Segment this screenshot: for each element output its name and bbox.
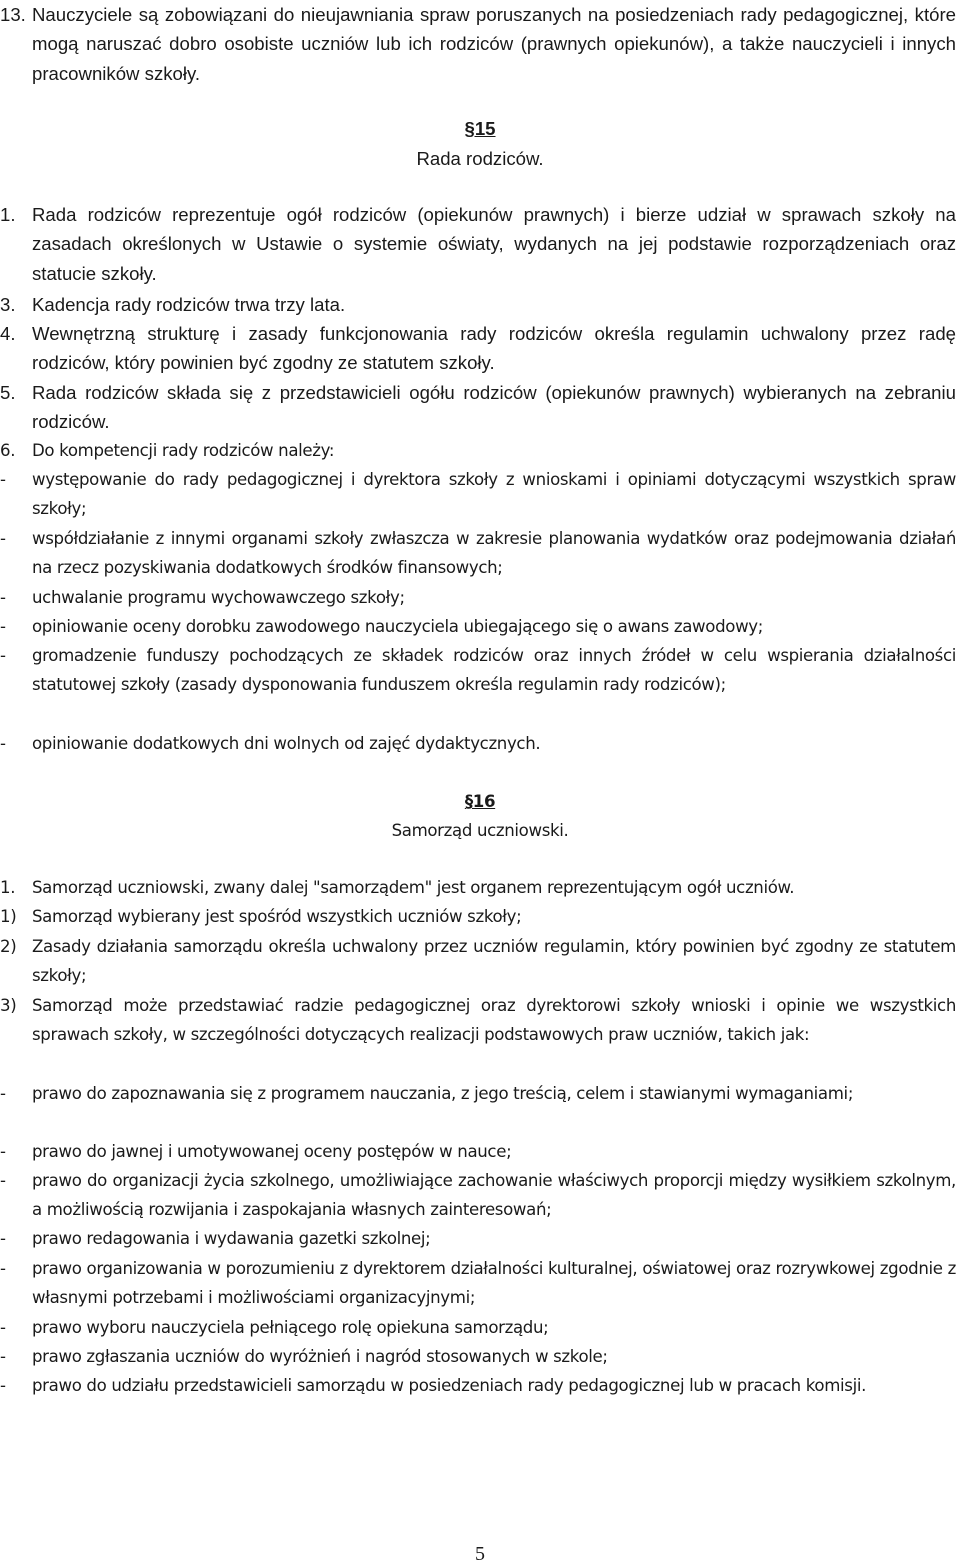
bullet-dash: - xyxy=(0,617,6,636)
item-text: uchwalanie programu wychowawczego szkoły; xyxy=(32,588,405,607)
item-text: prawo do udziału przedstawicieli samorządu w posiedzeniach rady pedagogicznej lub w pracach komisji. xyxy=(32,1376,867,1395)
bullet-dash: - xyxy=(0,1347,6,1366)
item-text: Do kompetencji rady rodziców należy: xyxy=(32,441,335,460)
bullet-dash: - xyxy=(0,529,6,548)
item-number: 4. xyxy=(0,323,16,344)
rada-item-3 xyxy=(0,290,956,319)
list-item xyxy=(0,1224,956,1253)
rada-item-5 xyxy=(0,378,956,437)
item-text: Nauczyciele są zobowiązani do nieujawniania spraw poruszanych na posiedzeniach rady pedagogicznej, które mogą naruszać dobro osobiste uczniów lub ich rodziców (prawnych opiekunów), a także nauczycieli i innych pracowników szkoły. xyxy=(32,4,956,84)
bullet-dash: - xyxy=(0,734,6,753)
item-number: 6. xyxy=(0,441,16,460)
list-item xyxy=(0,1079,956,1108)
list-item xyxy=(0,465,956,524)
item-text: prawo do jawnej i umotywowanej oceny postępów w nauce; xyxy=(32,1142,512,1161)
list-item xyxy=(0,583,956,612)
item-number: 1. xyxy=(0,204,16,225)
item-text: Kadencja rady rodziców trwa trzy lata. xyxy=(32,294,346,315)
samorzad-item-1 xyxy=(0,873,956,902)
bullet-dash: - xyxy=(0,1259,6,1278)
samorzad-subitem-2 xyxy=(0,932,956,991)
paragraph-13 xyxy=(0,0,956,88)
bullet-dash: - xyxy=(0,1318,6,1337)
item-text: prawo organizowania w porozumieniu z dyrektorem działalności kulturalnej, oświatowej oraz rozrywkowej zgodnie z własnymi potrzebami i możliwościami organizacyjnymi; xyxy=(32,1259,956,1308)
item-text: prawo zgłaszania uczniów do wyróżnień i nagród stosowanych w szkole; xyxy=(32,1347,608,1366)
section-15-number: §15 xyxy=(464,118,496,139)
item-text: Samorząd uczniowski, zwany dalej "samorządem" jest organem reprezentującym ogół uczniów. xyxy=(32,878,795,897)
item-text: prawo wyboru nauczyciela pełniącego rolę opiekuna samorządu; xyxy=(32,1318,549,1337)
item-number: 3. xyxy=(0,294,16,315)
item-text: Rada rodziców składa się z przedstawicieli ogółu rodziców (opiekunów prawnych) wybieranych na zebraniu rodziców. xyxy=(32,382,956,433)
page-number: 5 xyxy=(475,1543,485,1565)
bullet-dash: - xyxy=(0,1171,6,1190)
item-text: Wewnętrzną strukturę i zasady funkcjonowania rady rodziców określa regulamin uchwalony przez radę rodziców, który powinien być zgodny ze statutem szkoły. xyxy=(32,323,956,374)
bullet-dash: - xyxy=(0,1142,6,1161)
bullet-dash: - xyxy=(0,588,6,607)
list-item xyxy=(0,641,956,700)
item-text: Zasady działania samorządu określa uchwalony przez uczniów regulamin, który powinien być zgodny ze statutem szkoły; xyxy=(32,937,956,986)
item-text: Samorząd wybierany jest spośród wszystkich uczniów szkoły; xyxy=(32,907,522,926)
list-item xyxy=(0,1166,956,1225)
list-item xyxy=(0,524,956,583)
item-text: gromadzenie funduszy pochodzących ze składek rodziców oraz innych źródeł w celu wspierania działalności statutowej szkoły (zasady dysponowania funduszem określa regulamin rady rodziców); xyxy=(32,646,956,695)
bullet-dash: - xyxy=(0,1376,6,1395)
bullet-dash: - xyxy=(0,470,6,489)
item-text: Samorząd może przedstawiać radzie pedagogicznej oraz dyrektorowi szkoły wnioski i opinie we wszystkich sprawach szkoły, w szczególności dotyczących realizacji podstawowych praw uczniów, takich jak: xyxy=(32,996,956,1045)
item-number: 3) xyxy=(0,996,17,1015)
samorzad-subitem-3 xyxy=(0,991,956,1050)
item-number: 1) xyxy=(0,907,17,926)
list-item xyxy=(0,729,956,758)
list-item xyxy=(0,1313,956,1342)
item-text: opiniowanie dodatkowych dni wolnych od zajęć dydaktycznych. xyxy=(32,734,541,753)
item-text: prawo do organizacji życia szkolnego, umożliwiające zachowanie właściwych proporcji między wysiłkiem szkolnym, a możliwością rozwijania i zaspokajania własnych zainteresowań; xyxy=(32,1171,956,1220)
item-text: Rada rodziców reprezentuje ogół rodziców (opiekunów prawnych) i bierze udział w sprawach szkoły na zasadach określonych w Ustawie o systemie oświaty, wydanych na jej podstawie rozporządzeniach oraz statucie szkoły. xyxy=(32,204,956,284)
list-item xyxy=(0,1254,956,1313)
list-item xyxy=(0,1342,956,1371)
list-item xyxy=(0,1371,956,1400)
item-number: 1. xyxy=(0,878,16,897)
item-text: prawo do zapoznawania się z programem nauczania, z jego treścią, celem i stawianymi wymaganiami; xyxy=(32,1084,854,1103)
item-text: opiniowanie oceny dorobku zawodowego nauczyciela ubiegającego się o awans zawodowy; xyxy=(32,617,763,636)
bullet-dash: - xyxy=(0,646,6,665)
item-number: 13. xyxy=(0,4,26,25)
item-number: 5. xyxy=(0,382,16,403)
item-text: prawo redagowania i wydawania gazetki szkolnej; xyxy=(32,1229,431,1248)
rada-item-1 xyxy=(0,200,956,288)
rada-item-6 xyxy=(0,436,956,465)
section-16-number: §16 xyxy=(464,792,496,811)
item-text: współdziałanie z innymi organami szkoły zwłaszcza w zakresie planowania wydatków oraz podejmowania działań na rzecz pozyskiwania dodatkowych środków finansowych; xyxy=(32,529,956,578)
list-item xyxy=(0,612,956,641)
item-number: 2) xyxy=(0,937,17,956)
section-16-title: Samorząd uczniowski. xyxy=(391,821,569,840)
section-15-title: Rada rodziców. xyxy=(416,148,544,169)
bullet-dash: - xyxy=(0,1084,6,1103)
samorzad-subitem-1 xyxy=(0,902,956,931)
item-text: występowanie do rady pedagogicznej i dyrektora szkoły z wnioskami i opiniami dotyczącymi wszystkich spraw szkoły; xyxy=(32,470,956,519)
rada-item-4 xyxy=(0,319,956,378)
list-item xyxy=(0,1137,956,1166)
bullet-dash: - xyxy=(0,1229,6,1248)
